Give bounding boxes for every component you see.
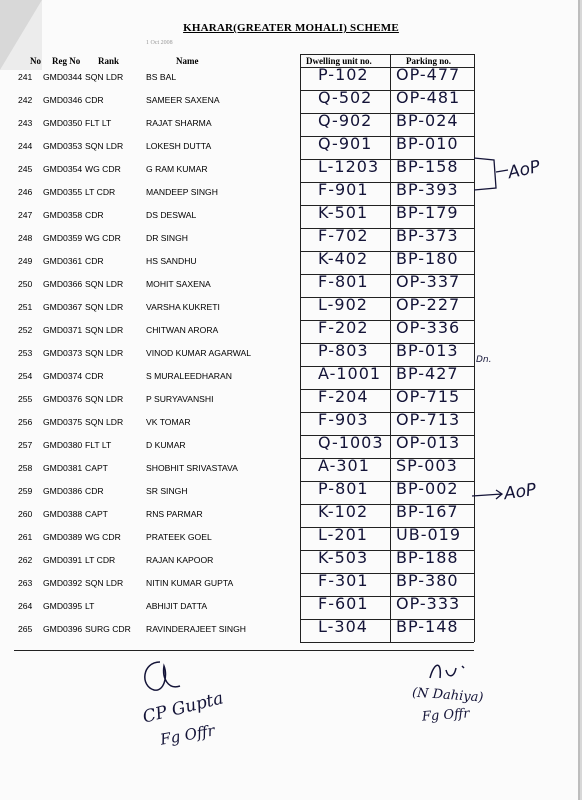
date-stamp: 1 Oct 2008 xyxy=(146,40,173,46)
header-parking: Parking no. xyxy=(406,56,452,66)
row-parking-no: BP-167 xyxy=(396,502,459,521)
table-row xyxy=(0,228,582,251)
row-reg-no: GMD0388 xyxy=(43,509,83,519)
row-rank: SURG CDR xyxy=(85,624,131,634)
row-rank: LT xyxy=(85,601,95,611)
row-serial-no: 241 xyxy=(18,72,33,82)
row-rank: LT CDR xyxy=(85,555,116,565)
signature-left-name: CP Gupta xyxy=(140,688,226,728)
row-parking-no: OP-715 xyxy=(396,387,461,406)
table-row xyxy=(0,90,582,113)
row-rank: CDR xyxy=(85,256,104,266)
row-serial-no: 250 xyxy=(18,279,33,289)
row-parking-no: BP-158 xyxy=(396,157,459,176)
row-parking-no: OP-337 xyxy=(396,272,461,291)
row-serial-no: 257 xyxy=(18,440,33,450)
row-serial-no: 253 xyxy=(18,348,33,358)
table-row xyxy=(0,320,582,343)
table-row xyxy=(0,274,582,297)
row-rank: CDR xyxy=(85,95,104,105)
row-dwelling-unit: Q-502 xyxy=(318,88,373,107)
row-parking-no: BP-180 xyxy=(396,249,459,268)
row-rank: SQN LDR xyxy=(85,279,124,289)
row-reg-no: GMD0367 xyxy=(43,302,83,312)
signature-left-scribble xyxy=(134,656,184,698)
row-reg-no: GMD0375 xyxy=(43,417,83,427)
row-reg-no: GMD0344 xyxy=(43,72,83,82)
row-reg-no: GMD0371 xyxy=(43,325,83,335)
row-dwelling-unit: L-902 xyxy=(318,295,368,314)
row-parking-no: OP-336 xyxy=(396,318,461,337)
row-name: SR SINGH xyxy=(146,486,188,496)
row-dwelling-unit: F-903 xyxy=(318,410,369,429)
table-row xyxy=(0,527,582,550)
row-reg-no: GMD0366 xyxy=(43,279,83,289)
row-parking-no: BP-393 xyxy=(396,180,459,199)
row-serial-no: 242 xyxy=(18,95,33,105)
row-rank: SQN LDR xyxy=(85,578,124,588)
row-name: DS DESWAL xyxy=(146,210,197,220)
table-row xyxy=(0,343,582,366)
row-reg-no: GMD0389 xyxy=(43,532,83,542)
row-rank: WG CDR xyxy=(85,164,121,174)
row-dwelling-unit: Q-901 xyxy=(318,134,373,153)
row-reg-no: GMD0395 xyxy=(43,601,83,611)
row-name: RNS PARMAR xyxy=(146,509,203,519)
row-name: CHITWAN ARORA xyxy=(146,325,219,335)
row-reg-no: GMD0361 xyxy=(43,256,83,266)
header-name: Name xyxy=(176,56,199,66)
table-row xyxy=(0,389,582,412)
row-parking-no: BP-373 xyxy=(396,226,459,245)
row-dwelling-unit: F-702 xyxy=(318,226,369,245)
row-serial-no: 245 xyxy=(18,164,33,174)
row-parking-no: BP-380 xyxy=(396,571,459,590)
table-row xyxy=(0,412,582,435)
row-dwelling-unit: A-301 xyxy=(318,456,370,475)
row-serial-no: 247 xyxy=(18,210,33,220)
row-reg-no: GMD0392 xyxy=(43,578,83,588)
row-name: P SURYAVANSHI xyxy=(146,394,214,404)
row-reg-no: GMD0353 xyxy=(43,141,83,151)
row-rank: SQN LDR xyxy=(85,417,124,427)
table-row xyxy=(0,366,582,389)
row-reg-no: GMD0381 xyxy=(43,463,83,473)
row-rank: FLT LT xyxy=(85,118,112,128)
row-rank: SQN LDR xyxy=(85,302,124,312)
row-serial-no: 258 xyxy=(18,463,33,473)
row-serial-no: 256 xyxy=(18,417,33,427)
row-serial-no: 261 xyxy=(18,532,33,542)
row-dwelling-unit: K-102 xyxy=(318,502,369,521)
row-reg-no: GMD0380 xyxy=(43,440,83,450)
page-title: KHARAR(GREATER MOHALI) SCHEME xyxy=(183,22,399,34)
row-name: RAJAN KAPOOR xyxy=(146,555,214,565)
row-dwelling-unit: L-201 xyxy=(318,525,368,544)
row-dwelling-unit: L-1203 xyxy=(318,157,380,176)
header-dwelling: Dwelling unit no. xyxy=(306,56,372,66)
row-dwelling-unit: F-204 xyxy=(318,387,369,406)
row-parking-no: BP-179 xyxy=(396,203,459,222)
row-rank: CAPT xyxy=(85,463,108,473)
row-parking-no: OP-481 xyxy=(396,88,461,107)
header-top-line xyxy=(300,54,474,55)
row-reg-no: GMD0386 xyxy=(43,486,83,496)
signature-left-designation: Fg Offr xyxy=(158,721,217,749)
row-name: LOKESH DUTTA xyxy=(146,141,212,151)
row-parking-no: BP-010 xyxy=(396,134,459,153)
row-rank: WG CDR xyxy=(85,233,121,243)
row-dwelling-unit: P-801 xyxy=(318,479,369,498)
table-row xyxy=(0,573,582,596)
row-name: VARSHA KUKRETI xyxy=(146,302,220,312)
row-dwelling-unit: F-301 xyxy=(318,571,369,590)
row-serial-no: 263 xyxy=(18,578,33,588)
row-name: RAVINDERAJEET SINGH xyxy=(146,624,246,634)
row-dwelling-unit: K-501 xyxy=(318,203,369,222)
table-row xyxy=(0,550,582,573)
row-parking-no: BP-013 xyxy=(396,341,459,360)
table-row xyxy=(0,67,582,90)
row-name: S MURALEEDHARAN xyxy=(146,371,232,381)
row-parking-no: BP-427 xyxy=(396,364,459,383)
row-name: BS BAL xyxy=(146,72,177,82)
row-rank: CDR xyxy=(85,371,104,381)
row-parking-no: UB-019 xyxy=(396,525,461,544)
row-name: PRATEEK GOEL xyxy=(146,532,212,542)
row-reg-no: GMD0396 xyxy=(43,624,83,634)
row-name: DR SINGH xyxy=(146,233,189,243)
row-dwelling-unit: K-402 xyxy=(318,249,369,268)
signature-right-scribble xyxy=(424,656,480,686)
row-name: VINOD KUMAR AGARWAL xyxy=(146,348,252,358)
row-rank: CDR xyxy=(85,486,104,496)
row-dwelling-unit: L-304 xyxy=(318,617,368,636)
row-serial-no: 252 xyxy=(18,325,33,335)
row-serial-no: 248 xyxy=(18,233,33,243)
row-rank: CAPT xyxy=(85,509,108,519)
row-reg-no: GMD0358 xyxy=(43,210,83,220)
row-254-mark: Dn. xyxy=(476,355,492,365)
row-name: SHOBHIT SRIVASTAVA xyxy=(146,463,238,473)
table-row xyxy=(0,596,582,619)
row-dwelling-unit: P-102 xyxy=(318,65,369,84)
row-name: D KUMAR xyxy=(146,440,186,450)
table-row xyxy=(0,504,582,527)
row-serial-no: 255 xyxy=(18,394,33,404)
row-divider xyxy=(300,642,474,643)
row-name: ABHIJIT DATTA xyxy=(146,601,208,611)
row-dwelling-unit: A-1001 xyxy=(318,364,382,383)
row-reg-no: GMD0391 xyxy=(43,555,83,565)
row-parking-no: BP-188 xyxy=(396,548,459,567)
row-reg-no: GMD0355 xyxy=(43,187,83,197)
table-bottom-line xyxy=(14,650,474,651)
header-no: No xyxy=(30,56,41,66)
row-serial-no: 264 xyxy=(18,601,33,611)
row-dwelling-unit: Q-902 xyxy=(318,111,373,130)
row-dwelling-unit: F-601 xyxy=(318,594,369,613)
row-parking-no: BP-002 xyxy=(396,479,459,498)
row-parking-no: OP-227 xyxy=(396,295,461,314)
row-reg-no: GMD0346 xyxy=(43,95,83,105)
row-rank: SQN LDR xyxy=(85,325,124,335)
row-rank: SQN LDR xyxy=(85,72,124,82)
row-serial-no: 246 xyxy=(18,187,33,197)
header-reg-no: Reg No xyxy=(52,56,81,66)
table-row xyxy=(0,251,582,274)
row-serial-no: 244 xyxy=(18,141,33,151)
row-rank: SQN LDR xyxy=(85,348,124,358)
row-name: NITIN KUMAR GUPTA xyxy=(146,578,234,588)
row-name: MOHIT SAXENA xyxy=(146,279,211,289)
row-name: VK TOMAR xyxy=(146,417,191,427)
row-parking-no: BP-024 xyxy=(396,111,459,130)
row-rank: SQN LDR xyxy=(85,394,124,404)
row-parking-no: OP-013 xyxy=(396,433,461,452)
row-dwelling-unit: F-801 xyxy=(318,272,369,291)
row-name: MANDEEP SINGH xyxy=(146,187,218,197)
row-dwelling-unit: F-901 xyxy=(318,180,369,199)
row-dwelling-unit: F-202 xyxy=(318,318,369,337)
bracket-mark xyxy=(470,152,510,194)
row-serial-no: 262 xyxy=(18,555,33,565)
aop-note-1: AoP xyxy=(506,156,543,184)
signature-right-designation: Fg Offr xyxy=(421,706,471,725)
row-parking-no: OP-477 xyxy=(396,65,461,84)
row-serial-no: 265 xyxy=(18,624,33,634)
table-row xyxy=(0,205,582,228)
row-serial-no: 254 xyxy=(18,371,33,381)
signature-right-name: (N Dahiya) xyxy=(411,685,484,706)
aop-note-2: AoP xyxy=(502,479,538,505)
row-name: HS SANDHU xyxy=(146,256,197,266)
row-serial-no: 251 xyxy=(18,302,33,312)
row-reg-no: GMD0374 xyxy=(43,371,83,381)
row-serial-no: 243 xyxy=(18,118,33,128)
row-dwelling-unit: K-503 xyxy=(318,548,369,567)
row-rank: LT CDR xyxy=(85,187,116,197)
row-serial-no: 260 xyxy=(18,509,33,519)
row-parking-no: OP-713 xyxy=(396,410,461,429)
row-name: G RAM KUMAR xyxy=(146,164,208,174)
row-dwelling-unit: Q-1003 xyxy=(318,433,384,452)
table-row xyxy=(0,458,582,481)
row-reg-no: GMD0354 xyxy=(43,164,83,174)
row-parking-no: BP-148 xyxy=(396,617,459,636)
row-name: SAMEER SAXENA xyxy=(146,95,220,105)
table-row xyxy=(0,297,582,320)
row-name: RAJAT SHARMA xyxy=(146,118,212,128)
row-parking-no: OP-333 xyxy=(396,594,461,613)
row-rank: SQN LDR xyxy=(85,141,124,151)
row-dwelling-unit: P-803 xyxy=(318,341,369,360)
row-serial-no: 259 xyxy=(18,486,33,496)
row-reg-no: GMD0376 xyxy=(43,394,83,404)
arrow-mark xyxy=(470,488,506,502)
row-reg-no: GMD0350 xyxy=(43,118,83,128)
row-rank: CDR xyxy=(85,210,104,220)
row-reg-no: GMD0373 xyxy=(43,348,83,358)
row-parking-no: SP-003 xyxy=(396,456,458,475)
table-row xyxy=(0,435,582,458)
row-rank: FLT LT xyxy=(85,440,112,450)
header-rank: Rank xyxy=(98,56,120,66)
row-rank: WG CDR xyxy=(85,532,121,542)
row-serial-no: 249 xyxy=(18,256,33,266)
table-row xyxy=(0,619,582,642)
row-reg-no: GMD0359 xyxy=(43,233,83,243)
table-row xyxy=(0,113,582,136)
